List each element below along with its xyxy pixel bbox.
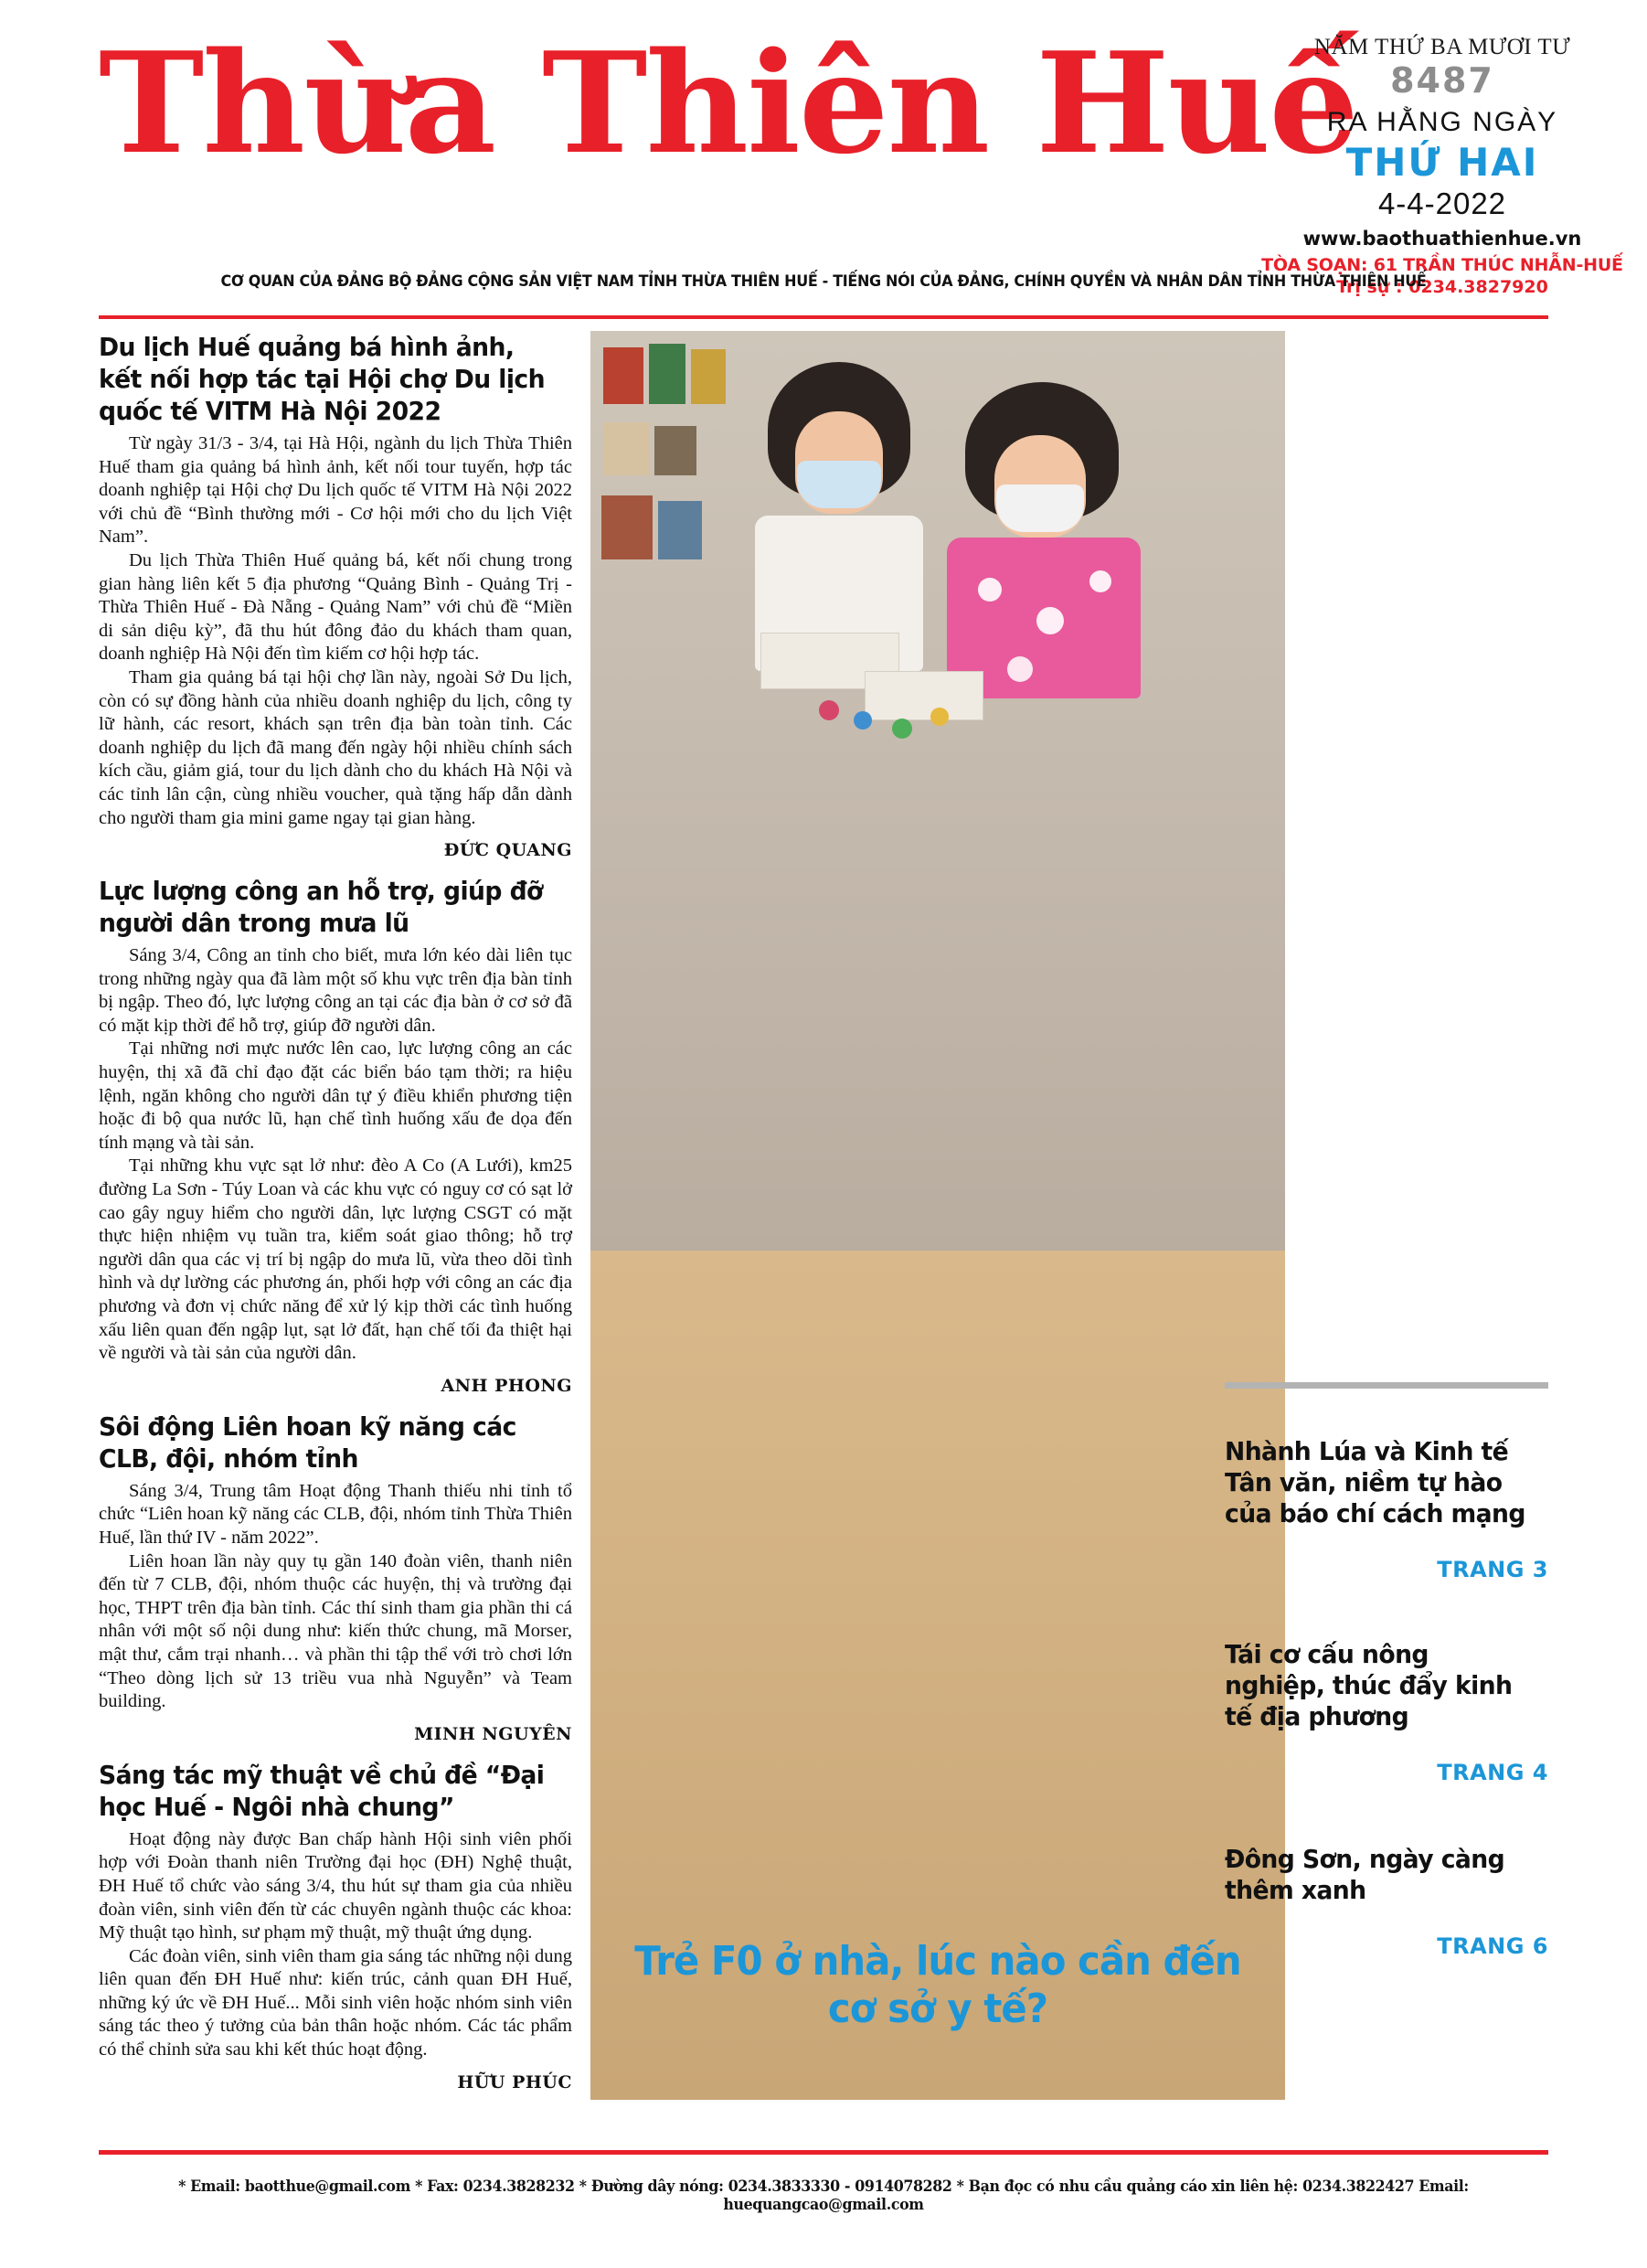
article-byline: ĐỨC QUANG (443, 840, 572, 861)
article-paragraph: Tham gia quảng bá tại hội chợ lần này, ngoài Sở Du lịch, còn có sự đồng hành của nhiều doanh nghiệp du lịch, công ty lữ hành, các resort, khách sạn trên địa bàn toàn tỉnh. Các doanh nghiệp du lịch đã mang đến ngày hội nhiều chính sách kích cầu, giảm giá, tour du lịch dành cho du khách Hà Nội và các tỉnh lân cận, cùng nhiều voucher, quà tặng hấp dẫn dành cho người tham gia mini game ngay tại gian hàng. (99, 666, 572, 828)
masthead-divider-rule (99, 315, 1548, 319)
article-headline[interactable]: Sôi động Liên hoan kỹ năng các CLB, đội, nhóm tỉnh (99, 1411, 516, 1474)
left-news-column (99, 331, 572, 2107)
article-headline[interactable]: Sáng tác mỹ thuật về chủ đề “Đại học Huế - Ngôi nhà chung” (99, 1759, 545, 1822)
frequency-label: RA HẰNG NGÀY (1326, 107, 1558, 137)
article-tourism-vitm[interactable] (99, 331, 572, 860)
article-headline[interactable]: Lực lượng công an hỗ trợ, giúp đỡ người dân trong mưa lũ (99, 876, 543, 939)
teaser-headline[interactable]: Nhành Lúa và Kinh tế Tân văn, niềm tự hào của báo chí cách mạng (1225, 1436, 1525, 1528)
newspaper-title: Thừa Thiên Huế (99, 21, 1357, 185)
article-youth-skills-festival[interactable] (99, 1411, 572, 1744)
article-paragraph: Tại những khu vực sạt lở như: đèo A Co (A Lưới), km25 đường La Sơn - Túy Loan và các khu vực có nguy cơ có sạt lở cao gây nguy hiểm cho người dân, lực lượng CSGT có mặt thực hiện nhiệm vụ tuần tra, kiểm soát giao thông; hỗ trợ người dân qua các vị trí bị ngập do mưa lũ, vừa theo dõi tình hình và dự lường các phương án, phối hợp với công an các địa phương và đơn vị chức năng để xử lý kịp thời các tình huống xấu liên quan đến ngập lụt, sạt lở đất, hạn chế tối đa thiệt hại về người và tài sản của người dân. (99, 1155, 572, 1364)
issue-number: 8487 (1390, 60, 1494, 101)
article-paragraph: Liên hoan lần này quy tụ gần 140 đoàn viên, thanh niên đến từ 7 CLB, đội, nhóm thuộc các huyện, thị và trường đại học, THPT trên địa bàn tỉnh. Các thí sinh tham gia phần thi cá nhân với một số nội dung như: kiến thức chung, mã Morser, mật thư, cắm trại nhanh… và phần thi tập thể với trò chơi lớn “Theo dòng lịch sử 13 triều vua nhà Nguyễn” và Team building. (99, 1550, 572, 1712)
footer-divider-rule (99, 2150, 1548, 2155)
masthead-tagline: CƠ QUAN CỦA ĐẢNG BỘ ĐẢNG CỘNG SẢN VIỆT NAM TỈNH THỪA THIÊN HUẾ - TIẾNG NÓI CỦA ĐẢNG, CHÍNH QUYỀN VÀ NHÂN DÂN TỈNH THỪA THIÊN HUẾ (220, 272, 1427, 291)
office-address: TÒA SOẠN: 61 TRẦN THÚC NHẪN-HUẾ (1261, 255, 1623, 275)
article-paragraph: Từ ngày 31/3 - 3/4, tại Hà Hội, ngành du lịch Thừa Thiên Huế tham gia quảng bá hình ảnh, kết nối tour tuyến, hợp tác doanh nghiệp tại Hội chợ Du lịch quốc tế VITM Hà Nội 2022 với chủ đề “Bình thường mới - Cơ hội mới cho du lịch Việt Nam”. (99, 433, 572, 548)
article-paragraph: Sáng 3/4, Trung tâm Hoạt động Thanh thiếu nhi tỉnh tổ chức “Liên hoan kỹ năng các CLB, đội, nhóm tỉnh Thừa Thiên Huế, lần thứ IV - năm 2022”. (99, 1480, 572, 1548)
teaser-page-ref[interactable]: TRANG 3 (1437, 1557, 1548, 1582)
weekday-label: THỨ HAI (1345, 140, 1539, 185)
office-phone: Trị sự : 0234.3827920 (1336, 277, 1548, 297)
publication-date: 4-4-2022 (1377, 186, 1507, 220)
article-paragraph: Tại những nơi mực nước lên cao, lực lượng công an các huyện, thị xã đã chỉ đạo đặt các biển báo tạm thời; ra hiệu lệnh, ngăn không cho người dân tự ý điều khiển phương tiện hoặc đi bộ qua nước lũ, hạn chế tình huống xấu đe dọa đến tính mạng và tài sản. (99, 1038, 572, 1153)
masthead (0, 0, 1647, 302)
article-paragraph: Các đoàn viên, sinh viên tham gia sáng tác những nội dung liên quan đến ĐH Huế như: kiến trúc, cảnh quan ĐH Huế, những ký ức về ĐH Huế... Mỗi sinh viên hoặc nhóm sinh viên sáng tác theo ý tưởng của bản thân hoặc nhóm. Các tác phẩm có thể chỉnh sửa sau khi kết thúc hoạt động. (99, 1945, 572, 2060)
center-feature-column (590, 331, 1285, 2100)
secondary-feature-headline[interactable]: Trẻ F0 ở nhà, lúc nào cần đến cơ sở y tế? (634, 1938, 1241, 2032)
article-fine-arts-hue-university[interactable] (99, 1759, 572, 2092)
masthead-info-block (1259, 35, 1625, 297)
article-byline: MINH NGUYÊN (414, 1723, 572, 1744)
article-byline: ANH PHONG (441, 1375, 572, 1396)
teaser-page-ref[interactable]: TRANG 6 (1437, 1933, 1548, 1959)
teaser-divider-rule (1225, 1382, 1548, 1389)
article-paragraph: Du lịch Thừa Thiên Huế quảng bá, kết nối chung trong gian hàng liên kết 5 địa phương “Quảng Bình - Quảng Trị - Thừa Thiên Huế - Đà Nẵng - Quảng Nam” với chủ đề “Miền di sản diệu kỳ”, đã thu hút đông đảo du khách tham quan, doanh nghiệp Hà Nội đến tìm kiếm cơ hội hợp tác. (99, 549, 572, 665)
right-column-spacer (1225, 331, 1548, 1382)
teaser-headline[interactable]: Đông Sơn, ngày càng thêm xanh (1225, 1844, 1505, 1905)
article-paragraph: Hoạt động này được Ban chấp hành Hội sinh viên phối hợp với Đoàn thanh niên Trường đại học (ĐH) Nghệ thuật, ĐH Huế tổ chức vào sáng 3/4, thu hút sự tham gia của nhiều đoàn viên, sinh viên đến từ các chuyên ngành thuộc các khoa: Mỹ thuật tạo hình, sư phạm mỹ thuật, mỹ thuật ứng dụng. (99, 1828, 572, 1943)
footer-contact-line: * Email: baotthue@gmail.com * Fax: 0234.3828232 * Đường dây nóng: 0234.3833330 - 0914078282 * Bạn đọc có nhu cầu quảng cáo xin liên hệ: 0234.3822427 Email: huequangcao@gmail.com (178, 2177, 1469, 2214)
teaser-page-ref[interactable]: TRANG 4 (1437, 1760, 1548, 1785)
sub-photo-children-clinic (609, 1453, 1267, 1891)
teaser-tai-co-cau-nong-nghiep[interactable] (1225, 1639, 1548, 1785)
right-teaser-column (1225, 331, 1548, 1990)
secondary-feature-box (590, 1432, 1285, 2100)
article-police-flood-support[interactable] (99, 875, 572, 1396)
article-headline[interactable]: Du lịch Huế quảng bá hình ảnh, kết nối hợp tác tại Hội chợ Du lịch quốc tế VITM Hà Nội 2022 (99, 332, 545, 426)
page-body (99, 331, 1548, 2123)
website-url[interactable]: www.baothuathienhue.vn (1302, 228, 1582, 250)
volume-year-label: NĂM THỨ BA MƯƠI TƯ (1313, 35, 1571, 59)
teaser-nhanh-lua-kinh-te-tan-van[interactable] (1225, 1436, 1548, 1582)
article-paragraph: Sáng 3/4, Công an tỉnh cho biết, mưa lớn kéo dài liên tục trong những ngày qua đã làm một số khu vực trên địa bàn tỉnh bị ngập. Theo đó, lực lượng công an tại các địa bàn ở cơ sở đã có mặt kịp thời để hỗ trợ, giúp đỡ người dân. (99, 945, 572, 1036)
teaser-dong-son-ngay-cang-them-xanh[interactable] (1225, 1844, 1548, 1959)
article-byline: HỮU PHÚC (457, 2071, 572, 2092)
teaser-headline[interactable]: Tái cơ cấu nông nghiệp, thúc đẩy kinh tế địa phương (1225, 1639, 1513, 1731)
